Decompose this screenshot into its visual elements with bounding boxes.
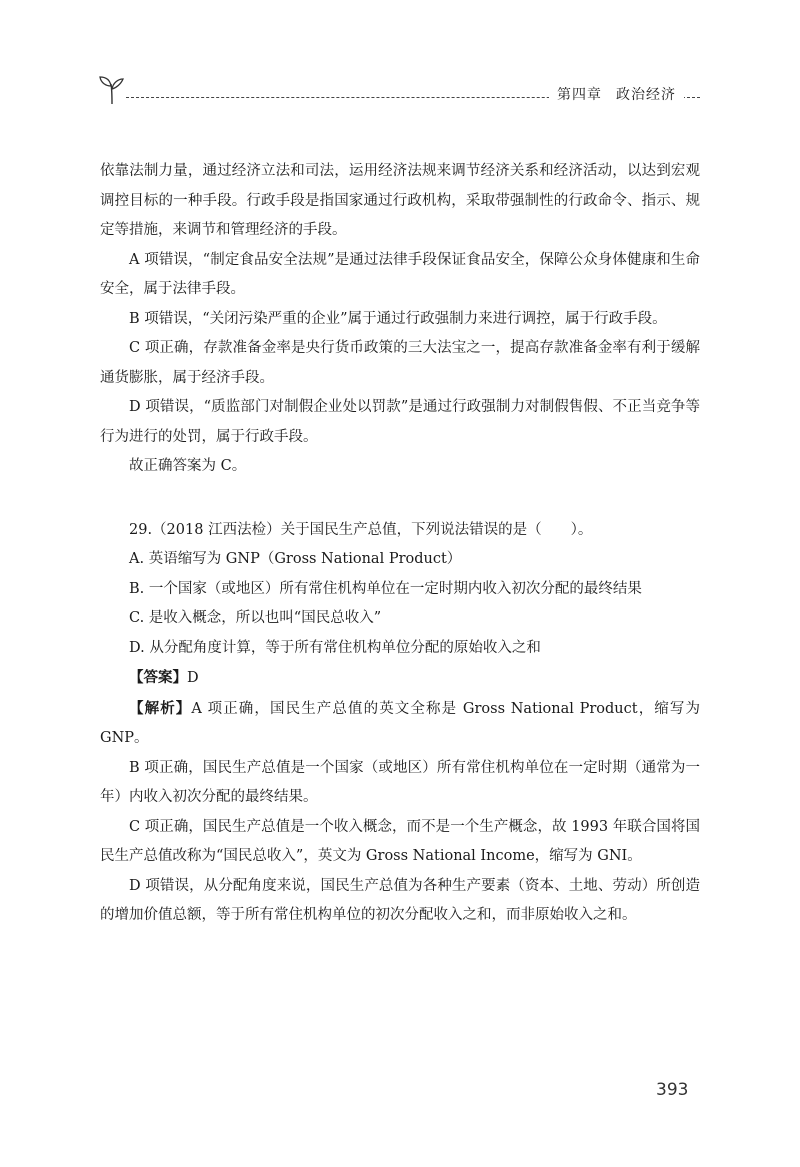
- paragraph-option-a-explanation: A 项错误，“制定食品安全法规”是通过法律手段保证食品安全，保障公众身体健康和生命安全，属于法律手段。: [100, 251, 700, 297]
- chapter-label: 第四章: [557, 87, 602, 103]
- page-header: [96, 74, 700, 108]
- analysis-line: [100, 694, 700, 754]
- paragraph-continued: 依靠法制力量，通过经济立法和司法，运用经济法规来调节经济关系和经济活动，以达到宏观调控目标的一种手段。行政手段是指国家通过行政机构，采取带强制性的行政命令、指示、规定等措施，来调节和管理经济的手段。: [100, 163, 700, 238]
- question-option-c: C. 是收入概念，所以也叫“国民总收入”: [129, 610, 382, 626]
- answer-label: 【答案】: [129, 669, 187, 686]
- answer-line: [100, 663, 700, 694]
- paragraph-option-b-explanation: B 项错误，“关闭污染严重的企业”属于通过行政强制力来进行调控，属于行政手段。: [129, 310, 667, 327]
- sprout-icon: [96, 74, 128, 106]
- question-option-a: A. 英语缩写为 GNP（Gross National Product）: [129, 551, 462, 567]
- analysis-option-c: C 项正确，国民生产总值是一个收入概念，而不是一个生产概念，故 1993 年联合国将国民生产总值改称为“国民总收入”，英文为 Gross National Income，缩写为 GNI。: [100, 818, 700, 864]
- question-option-d: D. 从分配角度计算，等于所有常住机构单位分配的原始收入之和: [129, 639, 541, 656]
- question-option-b: B. 一个国家（或地区）所有常住机构单位在一定时期内收入初次分配的最终结果: [129, 580, 642, 597]
- paragraph-option-c-explanation: C 项正确，存款准备金率是央行货币政策的三大法宝之一，提高存款准备金率有利于缓解通货膨胀，属于经济手段。: [100, 340, 700, 386]
- running-head: [549, 84, 684, 104]
- analysis-option-d: D 项错误，从分配角度来说，国民生产总值为各种生产要素（资本、土地、劳动）所创造的增加价值总额，等于所有常住机构单位的初次分配收入之和，而非原始收入之和。: [100, 877, 700, 923]
- question-stem: 29.（2018 江西法检）关于国民生产总值，下列说法错误的是（ ）。: [129, 521, 593, 538]
- analysis-first-text: A 项正确，国民生产总值的英文全称是 Gross National Product，缩写为 GNP。: [100, 700, 700, 746]
- analysis-option-b: B 项正确，国民生产总值是一个国家（或地区）所有常住机构单位在一定时期（通常为一年）内收入初次分配的最终结果。: [100, 759, 700, 805]
- analysis-label: 【解析】: [129, 699, 192, 717]
- page-body: [100, 157, 700, 931]
- section-label: 政治经济: [616, 87, 676, 103]
- paragraph-conclusion: 故正确答案为 C。: [129, 458, 247, 474]
- paragraph-option-d-explanation: D 项错误，“质监部门对制假企业处以罚款”是通过行政强制力对制假售假、不正当竞争等行为进行的处罚，属于行政手段。: [100, 399, 700, 445]
- page-number: 393: [656, 1080, 689, 1100]
- answer-value: D: [187, 670, 199, 686]
